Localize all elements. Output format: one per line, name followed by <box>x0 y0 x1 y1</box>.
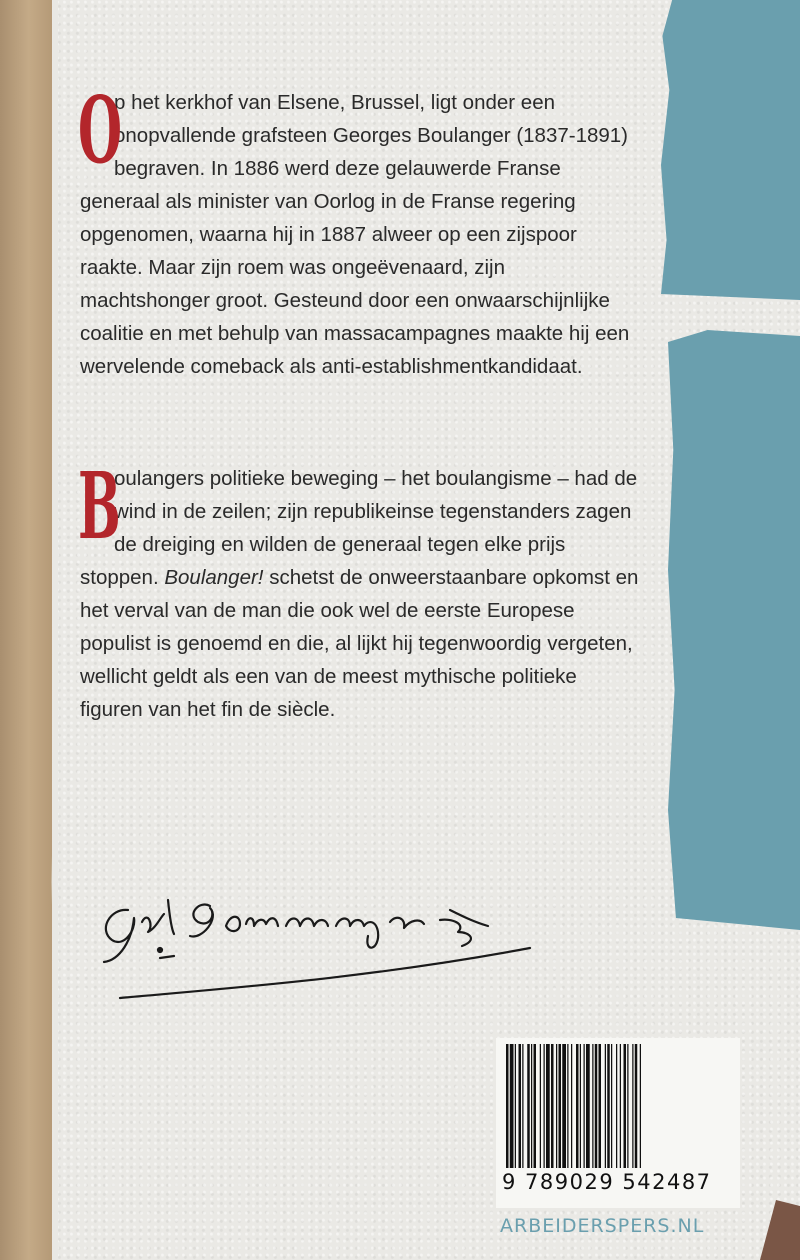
barcode-bar <box>567 1044 568 1168</box>
paragraph-1-text: p het kerkhof van Elsene, Brussel, ligt onder een onopvallende grafsteen Georges Boulanger (1837-1891) begraven. In 1886 werd deze gelauwerde Franse generaal als minister van Oorlog in de Franse regering opgenomen, waarna hij in 1887 alweer op een zijspoor raakte. Maar zijn roem was ongeëvenaard, zijn machtshonger groot. Gesteund door een onwaarschijnlijke coalitie en met behulp van massacampagnes maakte hij een wervelende comeback als anti-establishmentkandidaat. <box>80 91 630 378</box>
barcode-bar <box>546 1044 550 1168</box>
barcode-bar <box>510 1044 514 1168</box>
barcode-bar <box>556 1044 557 1168</box>
isbn-number: 9 789029 542487 <box>502 1170 712 1194</box>
barcode-bar <box>605 1044 606 1168</box>
barcode-bar <box>635 1044 638 1168</box>
paragraph-2-text-before: oulangers politieke beweging – het boulangisme – had de wind in de zeilen; zijn republikeinse tegenstanders zagen de dreiging en wilden de generaal tegen elke prijs stoppen. <box>80 467 638 589</box>
blue-paper-scrap-top <box>661 0 800 300</box>
barcode-bar <box>627 1044 628 1168</box>
blurb-paragraph-2 <box>78 452 640 726</box>
barcode-bar <box>576 1044 579 1168</box>
barcode-bar <box>540 1044 541 1168</box>
barcode-box <box>496 1038 740 1208</box>
isbn-barcode <box>504 1044 730 1168</box>
barcode-bar <box>571 1044 572 1168</box>
barcode-bar <box>562 1044 566 1168</box>
barcode-bar <box>527 1044 530 1168</box>
barcode-bar <box>607 1044 610 1168</box>
dropcap-o: O <box>78 76 123 184</box>
barcode-bar <box>580 1044 581 1168</box>
barcode-bar <box>632 1044 633 1168</box>
barcode-bar <box>551 1044 554 1168</box>
barcode-bar <box>531 1044 532 1168</box>
blurb-paragraph-1 <box>78 76 640 383</box>
barcode-bar <box>620 1044 621 1168</box>
barcode-bar <box>584 1044 585 1168</box>
barcode-bar <box>599 1044 602 1168</box>
blue-paper-scrap-middle <box>668 330 800 930</box>
barcode-bar <box>522 1044 523 1168</box>
barcode-bar <box>506 1044 509 1168</box>
barcode-bar <box>592 1044 593 1168</box>
book-title-italic: Boulanger! <box>164 566 264 589</box>
barcode-bar <box>611 1044 612 1168</box>
kraft-paper-strip <box>0 0 52 1260</box>
barcode-bar <box>586 1044 590 1168</box>
publisher-url[interactable]: ARBEIDERSPERS.NL <box>500 1215 705 1237</box>
barcode-bar <box>640 1044 641 1168</box>
barcode-bar <box>595 1044 598 1168</box>
barcode-bar <box>515 1044 516 1168</box>
barcode-bar <box>559 1044 562 1168</box>
barcode-bar <box>616 1044 617 1168</box>
barcode-bar <box>519 1044 522 1168</box>
barcode-bar <box>544 1044 545 1168</box>
barcode-bar <box>624 1044 627 1168</box>
paragraph-2-text-after: schetst de onweerstaanbare opkomst en het verval van de man die ook wel de eerste Europese populist is genoemd en die, al lijkt hij tegenwoordig vergeten, wellicht geldt als een van de meest mythische politieke figuren van het fin de siècle. <box>80 566 639 721</box>
dropcap-b: B <box>78 452 121 560</box>
handwritten-signature <box>90 870 600 1020</box>
barcode-bar <box>534 1044 537 1168</box>
